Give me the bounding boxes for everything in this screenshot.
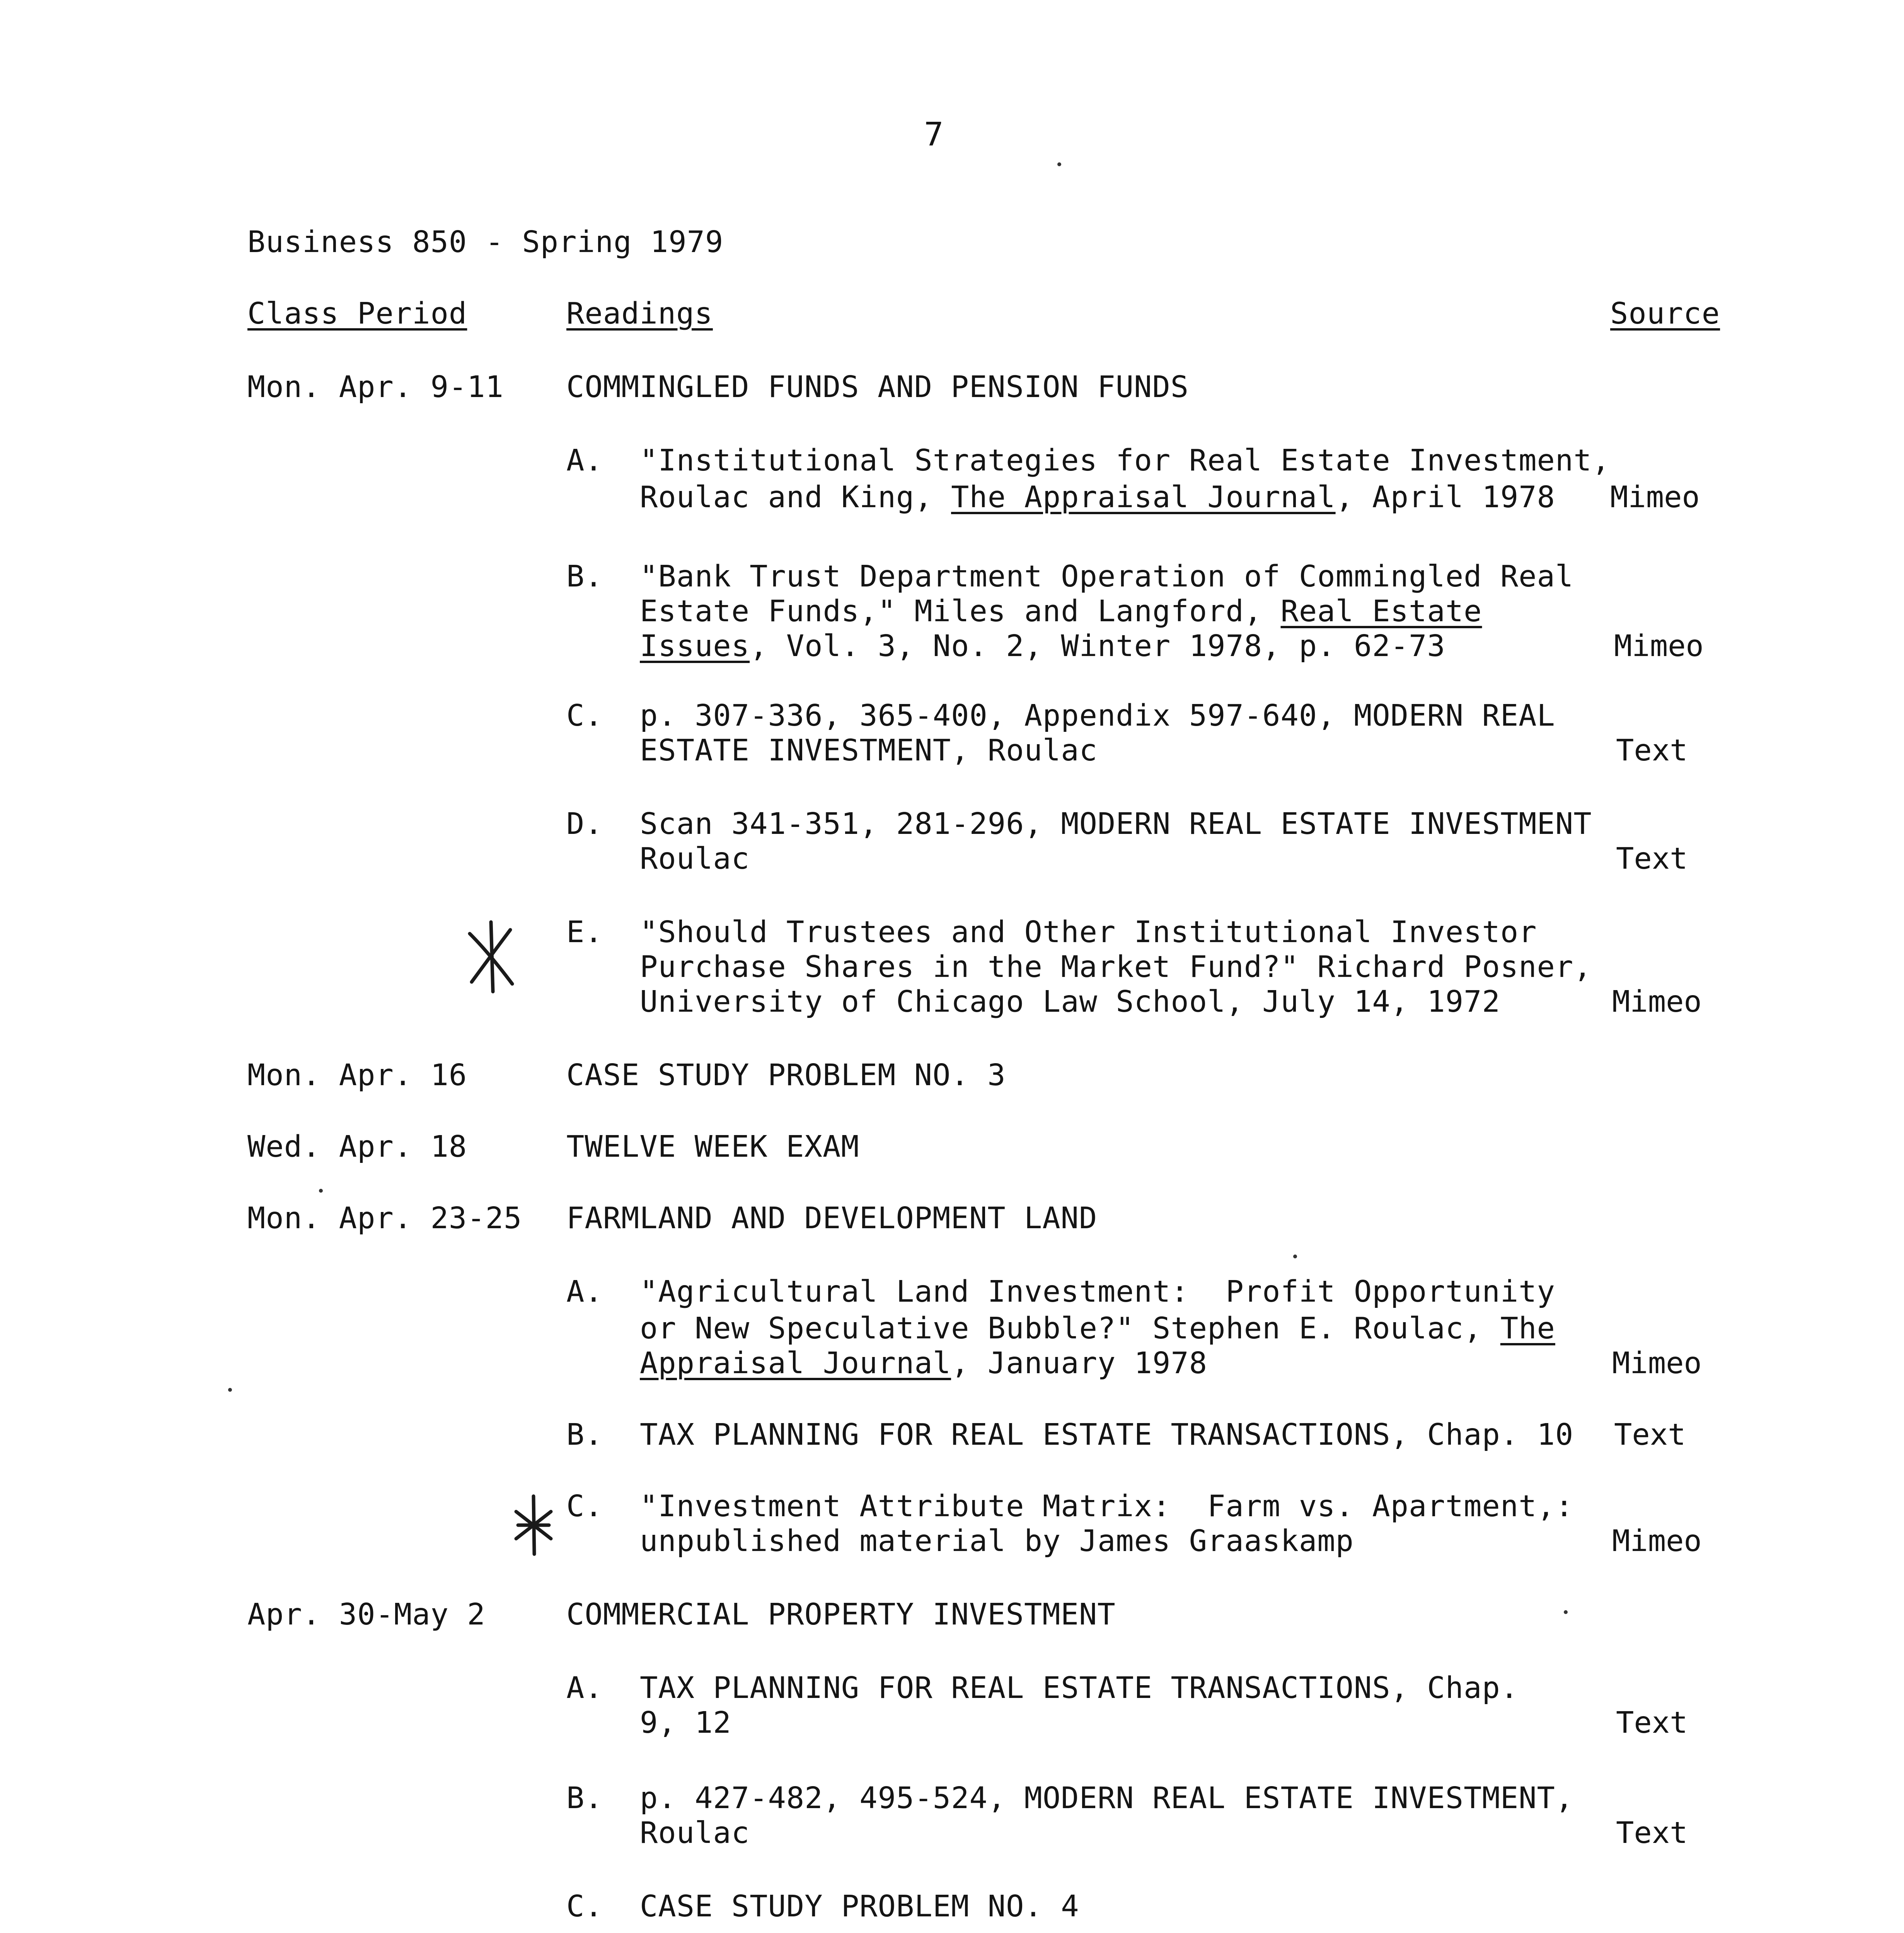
session-title: FARMLAND AND DEVELOPMENT LAND — [566, 1201, 1098, 1236]
item-text — [640, 1345, 1207, 1382]
item-text: p. 427-482, 495-524, MODERN REAL ESTATE INVESTMENT, — [640, 1781, 1574, 1815]
item-text: CASE STUDY PROBLEM NO. 4 — [640, 1889, 1079, 1924]
item-source: Text — [1616, 1706, 1688, 1740]
course-title: Business 850 - Spring 1979 — [247, 225, 724, 259]
item-publication: The Appraisal Journal — [951, 480, 1336, 515]
item-source: Text — [1616, 842, 1688, 876]
session-period: Wed. Apr. 18 — [247, 1130, 467, 1164]
item-letter: C. — [566, 699, 603, 733]
item-source: Mimeo — [1610, 480, 1700, 515]
item-text: TAX PLANNING FOR REAL ESTATE TRANSACTIONS, Chap. 10 — [640, 1418, 1574, 1452]
item-publication: The — [1500, 1311, 1555, 1346]
item-text-part: Roulac and King, — [640, 480, 951, 515]
item-text: "Bank Trust Department Operation of Commingled Real — [640, 559, 1574, 594]
item-publication: Real Estate — [1280, 594, 1482, 629]
item-letter: A. — [566, 443, 603, 478]
header-readings: Readings — [566, 297, 713, 331]
session-title: CASE STUDY PROBLEM NO. 3 — [566, 1058, 1006, 1093]
scan-speck — [228, 1388, 232, 1392]
item-text — [640, 479, 1555, 516]
item-text: "Institutional Strategies for Real Estate Investment, — [640, 443, 1610, 478]
item-text: "Agricultural Land Investment: Profit Opportunity — [640, 1275, 1555, 1309]
session-period: Apr. 30-May 2 — [247, 1597, 486, 1632]
item-text-part: Estate Funds," Miles and Langford, — [640, 594, 1281, 629]
item-source: Mimeo — [1612, 1524, 1702, 1558]
session-title: TWELVE WEEK EXAM — [566, 1130, 859, 1164]
scan-speck — [1057, 162, 1061, 166]
page-number: 7 — [924, 115, 944, 153]
item-letter: D. — [566, 807, 603, 841]
item-text: Purchase Shares in the Market Fund?" Richard Posner, — [640, 950, 1592, 984]
item-text: unpublished material by James Graaskamp — [640, 1524, 1354, 1558]
item-text: Roulac — [640, 1816, 750, 1850]
item-text — [640, 593, 1482, 630]
item-text: TAX PLANNING FOR REAL ESTATE TRANSACTIONS, Chap. — [640, 1671, 1519, 1705]
item-letter: A. — [566, 1275, 603, 1309]
item-source: Mimeo — [1612, 985, 1702, 1019]
session-title: COMMINGLED FUNDS AND PENSION FUNDS — [566, 370, 1189, 404]
item-letter: E. — [566, 915, 603, 949]
item-text-part: , April 1978 — [1335, 480, 1555, 515]
item-text: Scan 341-351, 281-296, MODERN REAL ESTATE INVESTMENT — [640, 807, 1592, 841]
session-period: Mon. Apr. 9-11 — [247, 370, 504, 404]
scan-speck — [1564, 1610, 1568, 1614]
item-text: "Investment Attribute Matrix: Farm vs. Apartment,: — [640, 1489, 1574, 1524]
item-source: Mimeo — [1614, 629, 1704, 663]
item-text-part: , Vol. 3, No. 2, Winter 1978, p. 62-73 — [750, 629, 1445, 663]
item-text-part: , January 1978 — [951, 1346, 1208, 1381]
item-publication: Issues — [640, 629, 750, 663]
item-source: Mimeo — [1612, 1346, 1702, 1381]
item-publication: Appraisal Journal — [640, 1346, 951, 1381]
item-source: Text — [1616, 733, 1688, 768]
item-text: ESTATE INVESTMENT, Roulac — [640, 733, 1098, 768]
scan-speck — [319, 1189, 323, 1193]
session-period: Mon. Apr. 16 — [247, 1058, 467, 1093]
scan-speck — [1293, 1255, 1297, 1258]
session-title: COMMERCIAL PROPERTY INVESTMENT — [566, 1597, 1116, 1632]
item-text: Roulac — [640, 842, 750, 876]
item-letter: B. — [566, 1781, 603, 1815]
item-letter: C. — [566, 1889, 603, 1924]
item-source: Text — [1614, 1418, 1686, 1452]
asterisk-mark — [510, 1492, 557, 1558]
item-letter: A. — [566, 1671, 603, 1705]
item-text — [640, 628, 1445, 665]
item-text: University of Chicago Law School, July 14, 1972 — [640, 985, 1500, 1019]
item-text-part: or New Speculative Bubble?" Stephen E. Roulac, — [640, 1311, 1500, 1346]
item-letter: B. — [566, 1418, 603, 1452]
item-text: p. 307-336, 365-400, Appendix 597-640, MODERN REAL — [640, 699, 1555, 733]
item-text: 9, 12 — [640, 1706, 731, 1740]
item-source: Text — [1616, 1816, 1688, 1850]
asterisk-mark — [462, 918, 520, 995]
item-letter: C. — [566, 1489, 603, 1524]
session-period: Mon. Apr. 23-25 — [247, 1201, 522, 1236]
header-source: Source — [1610, 297, 1720, 331]
item-text — [640, 1311, 1555, 1347]
item-text: "Should Trustees and Other Institutional Investor — [640, 915, 1537, 949]
header-class-period: Class Period — [247, 297, 467, 331]
item-letter: B. — [566, 559, 603, 594]
